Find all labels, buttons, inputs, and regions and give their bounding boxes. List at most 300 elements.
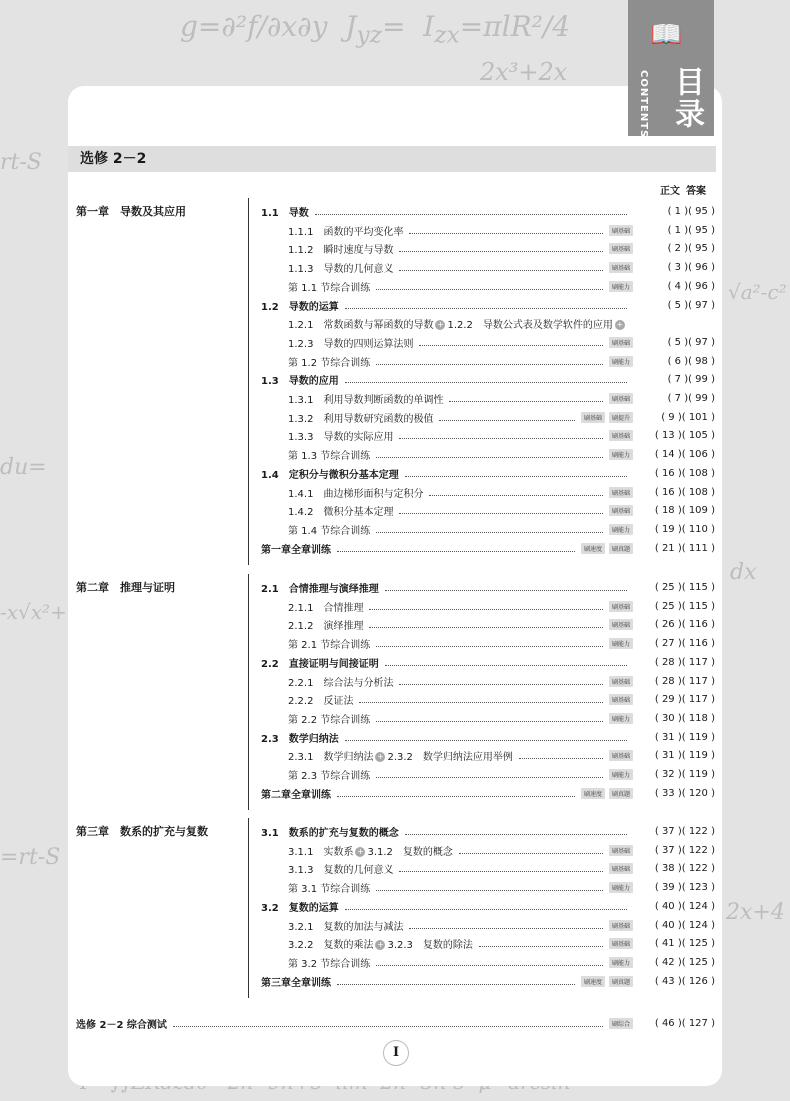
leader-dots [409,928,603,929]
background-formula: g=∂²f/∂x∂y $J_{yz}= I_{zx}=\pi lR^2/4$ [180,10,571,49]
toc-row-label [261,466,399,481]
toc-row-title: 第 1.1 节综合训练 [288,282,371,294]
leader-dots [449,401,603,402]
toc-row[interactable] [261,204,715,218]
leader-dots [345,382,627,383]
toc-row[interactable] [288,748,715,762]
toc-row-title: 2.1.1 合情推理 [288,602,364,614]
toc-row[interactable] [261,974,715,988]
toc-row-title: 2.3 数学归纳法 [261,733,339,745]
leader-dots [345,308,627,309]
leader-dots [409,233,603,234]
toc-row[interactable] [261,899,715,913]
toc-row[interactable] [288,843,715,857]
leader-dots [376,457,603,458]
toc-row-title: 第 2.1 节综合训练 [288,639,371,651]
plus-icon: + [377,751,384,761]
background-formula: =rt-S [0,845,61,870]
leader-dots [376,646,603,647]
toc-row-title: 1.4.1 曲边梯形面积与定积分 [288,488,424,500]
leader-dots [399,871,603,872]
leader-dots [419,345,603,346]
practice-tag: 刷速度 [581,543,605,554]
toc-row-label [288,880,370,895]
toc-row[interactable] [288,522,715,536]
toc-row-title: 2.2.2 反证法 [288,695,354,707]
toc-row-pages: ( 3 )( 96 ) [667,261,715,273]
practice-tag: 刷综合 [609,1018,633,1029]
toc-row-title: 第 2.2 节综合训练 [288,714,371,726]
toc-row-title: 3.2.1 复数的加法与减法 [288,921,404,933]
toc-row-label [288,767,370,782]
toc-row-title: 3.2 复数的运算 [261,902,339,914]
plus-icon: + [437,319,444,329]
toc-row[interactable] [288,223,715,237]
toc-row[interactable] [261,541,715,555]
toc-row-title: 1.1.1 函数的平均变化率 [288,226,404,238]
toc-row-label [288,428,393,443]
toc-row-tags [609,601,633,612]
toc-row-tags [609,356,633,367]
toc-row-tags [609,243,633,254]
toc-row[interactable] [288,428,715,442]
badge-title: 目录 [669,66,704,130]
section-title: 选修 2－2 [68,146,716,172]
leader-dots [376,965,603,966]
toc-row-pages: ( 42 )( 125 ) [654,956,715,968]
toc-row-pages: ( 28 )( 117 ) [654,656,715,668]
toc-row-pages: ( 4 )( 96 ) [667,280,715,292]
toc-row[interactable] [288,711,715,725]
practice-tag: 刷能力 [609,356,633,367]
practice-tag: 刷能力 [609,882,633,893]
toc-row-label [288,410,433,425]
practice-tag: 刷能力 [609,957,633,968]
leader-dots [459,853,603,854]
leader-dots [399,684,603,685]
toc-row-title: 1.3.1 利用导数判断函数的单调性 [288,394,444,406]
leader-dots [399,438,603,439]
toc-row-label [261,824,399,839]
toc-row-tags [609,449,633,460]
column-header-main: 正文 [660,186,680,197]
toc-row-title: 第 3.1 节综合训练 [288,883,371,895]
toc-row-tags [609,225,633,236]
toc-row-title: 1.1 导数 [261,207,309,219]
toc-row-tags [609,638,633,649]
toc-row-tags [609,957,633,968]
toc-row[interactable] [288,636,715,650]
toc-row-pages: ( 16 )( 108 ) [654,486,715,498]
practice-tag: 刷基础 [609,243,633,254]
practice-tag: 刷基础 [609,619,633,630]
toc-row-pages: ( 37 )( 122 ) [654,825,715,837]
practice-tag: 刷基础 [609,676,633,687]
leader-dots [345,909,627,910]
toc-row[interactable] [288,447,715,461]
practice-tag: 刷基础 [609,750,633,761]
toc-row-title: 1.2 导数的运算 [261,301,339,313]
toc-row-pages: ( 14 )( 106 ) [654,448,715,460]
toc-row-pages: ( 1 )( 95 ) [667,224,715,236]
toc-row-title: 第 2.3 节综合训练 [288,770,371,782]
toc-row-pages: ( 38 )( 122 ) [654,862,715,874]
toc-row-pages: ( 28 )( 117 ) [654,675,715,687]
toc-row-label [288,522,370,537]
toc-row[interactable] [288,767,715,781]
toc-row-title: 3.1.1 实数系 [288,846,354,858]
leader-dots [429,495,603,496]
practice-tag: 刷能力 [609,713,633,724]
toc-row-pages: ( 9 )( 101 ) [661,411,715,423]
toc-row-label [288,223,403,238]
toc-row[interactable] [288,674,715,688]
toc-row-label [288,617,363,632]
toc-row-title: 第二章全章训练 [261,789,331,801]
practice-tag: 刷提升 [609,412,633,423]
background-formula: dx [730,560,757,585]
practice-tag: 刷基础 [609,262,633,273]
toc-row-title: 第一章全章训练 [261,544,331,556]
toc-row-pages: ( 26 )( 116 ) [654,618,715,630]
toc-row-label [261,580,379,595]
toc-row-pages: ( 31 )( 119 ) [654,749,715,761]
practice-tag: 刷真题 [609,788,633,799]
toc-row[interactable] [288,861,715,875]
practice-tag: 刷基础 [609,845,633,856]
practice-tag: 刷基础 [609,694,633,705]
toc-row-pages: ( 37 )( 122 ) [654,844,715,856]
practice-tag: 刷能力 [609,638,633,649]
toc-row-title: 2.1 合情推理与演绎推理 [261,583,379,595]
toc-row[interactable] [261,580,715,594]
badge-english: CONTENTS [638,70,649,139]
practice-tag: 刷能力 [609,449,633,460]
practice-tag: 刷速度 [581,976,605,987]
book-icon: 📖 [650,20,683,50]
leader-dots [376,777,603,778]
practice-tag: 刷基础 [609,225,633,236]
toc-row-pages: ( 30 )( 118 ) [654,712,715,724]
toc-row-label [288,485,423,500]
toc-row-title: 1.1.2 瞬时速度与导数 [288,244,394,256]
toc-row[interactable] [288,936,715,950]
toc-row-title-2: 2.3.2 数学归纳法应用举例 [387,751,513,763]
toc-row-title: 第 1.3 节综合训练 [288,450,371,462]
toc-row-pages: ( 19 )( 110 ) [654,523,715,535]
toc-row-pages: ( 7 )( 99 ) [667,392,715,404]
practice-tag: 刷基础 [609,487,633,498]
toc-row-label [261,372,339,387]
toc-row-title: 2.1.2 演绎推理 [288,620,364,632]
toc-row-pages: ( 43 )( 126 ) [654,975,715,987]
practice-tag: 刷基础 [609,393,633,404]
toc-row-label [288,354,370,369]
toc-row-title: 1.4 定积分与微积分基本定理 [261,469,399,481]
toc-row-pages: ( 25 )( 115 ) [654,581,715,593]
practice-tag: 刷基础 [609,430,633,441]
toc-row-title-2: 3.2.3 复数的除法 [387,939,473,951]
toc-row-label [288,936,473,951]
toc-row[interactable] [288,880,715,894]
toc-row-tags [609,863,633,874]
toc-row-tags [609,430,633,441]
toc-row-label [288,861,393,876]
toc-row-label [261,204,309,219]
toc-row-tags [609,337,633,348]
practice-tag: 刷能力 [609,769,633,780]
page-number: I [383,1040,409,1066]
toc-row-label [288,674,393,689]
toc-row-pages: ( 39 )( 123 ) [654,881,715,893]
practice-tag: 刷基础 [609,920,633,931]
toc-row-tags [581,412,633,423]
toc-row-label [288,260,393,275]
toc-row-title: 选修 2－2 综合测试 [76,1019,167,1031]
toc-row-label [288,279,370,294]
toc-row-tags [609,262,633,273]
toc-row-pages: ( 29 )( 117 ) [654,693,715,705]
practice-tag: 刷速度 [581,788,605,799]
column-header-answer: 答案 [686,186,706,197]
toc-row-title: 1.3 导数的应用 [261,375,339,387]
toc-row-tags [609,676,633,687]
toc-row-pages: ( 5 )( 97 ) [667,299,715,311]
leader-dots [479,946,603,947]
toc-row[interactable] [288,391,715,405]
leader-dots [315,214,627,215]
leader-dots [376,890,603,891]
toc-row[interactable] [288,503,715,517]
toc-row-title: 1.1.3 导数的几何意义 [288,263,394,275]
leader-dots [337,796,575,797]
toc-row-tags [609,938,633,949]
background-formula: √a²-c² [728,280,787,304]
leader-dots [385,665,627,666]
leader-dots [376,721,603,722]
toc-row-title: 2.2.1 综合法与分析法 [288,677,394,689]
toc-row-label [288,391,443,406]
toc-row-title: 1.2.1 常数函数与幂函数的导数 [288,319,434,331]
toc-row-tags [609,750,633,761]
contents-badge [628,0,714,139]
toc-row-label [288,843,453,858]
toc-row-title: 2.3.1 数学归纳法 [288,751,374,763]
toc-row[interactable] [288,260,715,274]
toc-row[interactable] [261,730,715,744]
background-formula: rt-S [0,150,42,175]
toc-row[interactable] [261,824,715,838]
leader-dots [369,609,603,610]
toc-row-title: 1.4.2 微积分基本定理 [288,506,394,518]
toc-row[interactable] [288,241,715,255]
toc-row-tags [609,769,633,780]
leader-dots [399,270,603,271]
toc-row-pages: ( 31 )( 119 ) [654,731,715,743]
toc-row-label [288,316,627,331]
toc-row-tags [609,393,633,404]
toc-row[interactable] [261,786,715,800]
toc-row-pages: ( 21 )( 111 ) [654,542,715,554]
background-formula: 2x³+2x [480,58,568,86]
toc-row-pages: ( 27 )( 116 ) [654,637,715,649]
toc-row-label [261,655,379,670]
toc-row-title: 1.3.3 导数的实际应用 [288,431,394,443]
toc-row[interactable] [288,485,715,499]
chapter-divider [248,574,249,810]
leader-dots [385,590,627,591]
leader-dots [439,420,575,421]
toc-row-label [261,730,339,745]
toc-row-label [288,748,513,763]
toc-row-pages: ( 25 )( 115 ) [654,600,715,612]
plus-icon: + [377,939,384,949]
leader-dots [345,740,627,741]
toc-row[interactable] [288,955,715,969]
practice-tag: 刷能力 [609,524,633,535]
toc-row-pages: ( 5 )( 97 ) [667,336,715,348]
toc-row-tags [609,1018,633,1029]
toc-row[interactable] [261,372,715,386]
chapter-title: 第一章 导数及其应用 [76,205,186,218]
toc-row[interactable] [261,466,715,480]
leader-dots [376,364,603,365]
toc-row[interactable] [288,410,715,424]
toc-row-label [288,503,393,518]
toc-row-label [288,599,363,614]
toc-row-tags [581,976,633,987]
toc-row-title: 2.2 直接证明与间接证明 [261,658,379,670]
toc-row-tags [609,845,633,856]
toc-row-label [261,899,339,914]
toc-row[interactable] [288,354,715,368]
toc-row-label [288,692,353,707]
toc-row-label [76,1016,167,1031]
toc-row[interactable] [288,617,715,631]
toc-row-tags [609,524,633,535]
chapter-title: 第三章 数系的扩充与复数 [76,825,208,838]
toc-row[interactable] [288,918,715,932]
practice-tag: 刷真题 [609,976,633,987]
toc-row-pages: ( 32 )( 119 ) [654,768,715,780]
toc-row[interactable] [261,655,715,669]
background-formula: -x√x²+ [0,600,67,624]
background-formula: du= [0,455,47,480]
toc-row-title-2: 3.1.2 复数的概念 [367,846,453,858]
background-formula: 2x+4 [726,900,785,925]
chapter-divider [248,818,249,998]
toc-row-title: 3.2.2 复数的乘法 [288,939,374,951]
toc-row-title: 第三章全章训练 [261,977,331,989]
practice-tag: 刷真题 [609,543,633,554]
toc-row-tags [609,281,633,292]
toc-row-label [288,447,370,462]
toc-row-label [288,636,370,651]
toc-row-pages: ( 1 )( 95 ) [667,205,715,217]
toc-row-label [288,241,393,256]
toc-row-pages: ( 13 )( 105 ) [654,429,715,441]
toc-row-tags [609,505,633,516]
leader-dots [369,627,603,628]
leader-dots [173,1026,603,1027]
plus-icon: + [357,846,364,856]
toc-row-label [261,541,331,556]
toc-row-pages: ( 18 )( 109 ) [654,504,715,516]
toc-row-label [288,918,403,933]
toc-row-label [261,298,339,313]
toc-row-tags [609,882,633,893]
toc-row[interactable] [288,279,715,293]
practice-tag: 刷基础 [609,505,633,516]
toc-row-tags [609,920,633,931]
toc-row-pages: ( 6 )( 98 ) [667,355,715,367]
toc-row-tags [581,788,633,799]
leader-dots [399,251,603,252]
toc-row[interactable] [288,335,715,349]
practice-tag: 刷基础 [609,601,633,612]
toc-row-tags [609,713,633,724]
toc-row-pages: ( 46 )( 127 ) [654,1017,715,1029]
toc-row-tags [581,543,633,554]
leader-dots [376,289,603,290]
practice-tag: 刷基础 [609,938,633,949]
leader-dots [399,513,603,514]
toc-row[interactable] [288,316,715,330]
leader-dots [337,984,575,985]
toc-row-pages: ( 7 )( 99 ) [667,373,715,385]
toc-row-pages: ( 40 )( 124 ) [654,919,715,931]
toc-row[interactable] [261,298,715,312]
plus-icon: + [616,319,624,329]
toc-row-title: 第 1.2 节综合训练 [288,357,371,369]
final-test-row[interactable] [76,1016,715,1030]
toc-row-pages: ( 2 )( 95 ) [667,242,715,254]
toc-row-label [261,786,331,801]
toc-row-title-2: 1.2.2 导数公式表及数学软件的应用 [447,319,613,331]
leader-dots [405,476,627,477]
toc-row-title: 第 3.2 节综合训练 [288,958,371,970]
leader-dots [519,758,603,759]
toc-row-tags [609,487,633,498]
toc-row-label [288,711,370,726]
toc-row-pages: ( 41 )( 125 ) [654,937,715,949]
toc-row-label [261,974,331,989]
toc-row-title: 3.1 数系的扩充与复数的概念 [261,827,399,839]
toc-row-label [288,335,413,350]
chapter-divider [248,198,249,565]
toc-row-tags [609,694,633,705]
toc-row-pages: ( 33 )( 120 ) [654,787,715,799]
practice-tag: 刷基础 [581,412,605,423]
practice-tag: 刷能力 [609,281,633,292]
toc-row[interactable] [288,692,715,706]
leader-dots [359,702,603,703]
toc-row-pages: ( 16 )( 108 ) [654,467,715,479]
toc-row-label [288,955,370,970]
toc-row-title: 3.1.3 复数的几何意义 [288,864,394,876]
leader-dots [376,532,603,533]
toc-row-title: 1.3.2 利用导数研究函数的极值 [288,413,434,425]
chapter-title: 第二章 推理与证明 [76,581,175,594]
toc-row-pages: ( 40 )( 124 ) [654,900,715,912]
toc-row-title: 第 1.4 节综合训练 [288,525,371,537]
leader-dots [337,551,575,552]
toc-row-tags [609,619,633,630]
practice-tag: 刷基础 [609,337,633,348]
practice-tag: 刷基础 [609,863,633,874]
toc-row[interactable] [288,599,715,613]
leader-dots [405,834,627,835]
